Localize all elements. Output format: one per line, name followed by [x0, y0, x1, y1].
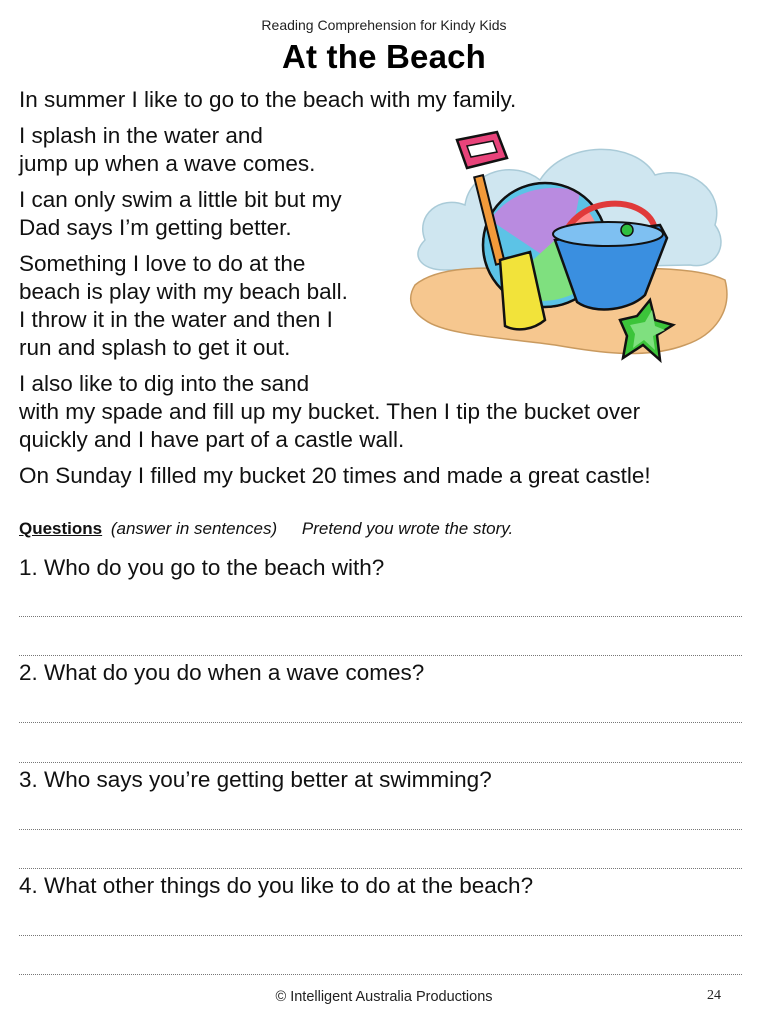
questions-instruction: Pretend you wrote the story. [301, 519, 514, 538]
story-paragraph-6 [19, 462, 754, 490]
story-line: On Sunday I filled my bucket 20 times and made a great castle! [19, 463, 651, 488]
answer-line[interactable] [19, 868, 742, 869]
questions-label: Questions [19, 519, 103, 538]
answer-line[interactable] [19, 722, 742, 723]
story-line: quickly and I have part of a castle wall. [19, 427, 405, 452]
story-line: run and splash to get it out. [19, 335, 291, 360]
answer-line[interactable] [19, 974, 742, 975]
beach-toys-illustration [405, 120, 735, 395]
questions-note: (answer in sentences) [110, 519, 278, 538]
story-line: beach is play with my beach ball. [19, 279, 348, 304]
story-line: with my spade and fill up my bucket. Then I tip the bucket over [19, 399, 641, 424]
answer-line[interactable] [19, 762, 742, 763]
story-line: Dad says I’m getting better. [19, 215, 292, 240]
story-line: jump up when a wave comes. [19, 151, 316, 176]
answer-line[interactable] [19, 935, 742, 936]
copyright-footer: © Intelligent Australia Productions [275, 989, 493, 1005]
story-paragraph-1 [19, 86, 754, 114]
question-2: 2. What do you do when a wave comes? [19, 660, 425, 685]
story-line: Something I love to do at the [19, 251, 306, 276]
story-line: I can only swim a little bit but my [19, 187, 342, 212]
series-title: Reading Comprehension for Kindy Kids [261, 17, 507, 33]
question-1: 1. Who do you go to the beach with? [19, 555, 385, 580]
answer-line[interactable] [19, 829, 742, 830]
answer-line[interactable] [19, 655, 742, 656]
questions-heading [19, 519, 513, 539]
question-3: 3. Who says you’re getting better at swimming? [19, 767, 492, 792]
page-number: 24 [707, 988, 721, 1003]
story-line: I splash in the water and [19, 123, 263, 148]
story-line: I also like to dig into the sand [19, 371, 310, 396]
answer-line[interactable] [19, 616, 742, 617]
story-line: In summer I like to go to the beach with my family. [19, 87, 517, 112]
question-4: 4. What other things do you like to do at the beach? [19, 873, 534, 898]
page-title: At the Beach [281, 38, 487, 75]
story-line: I throw it in the water and then I [19, 307, 333, 332]
